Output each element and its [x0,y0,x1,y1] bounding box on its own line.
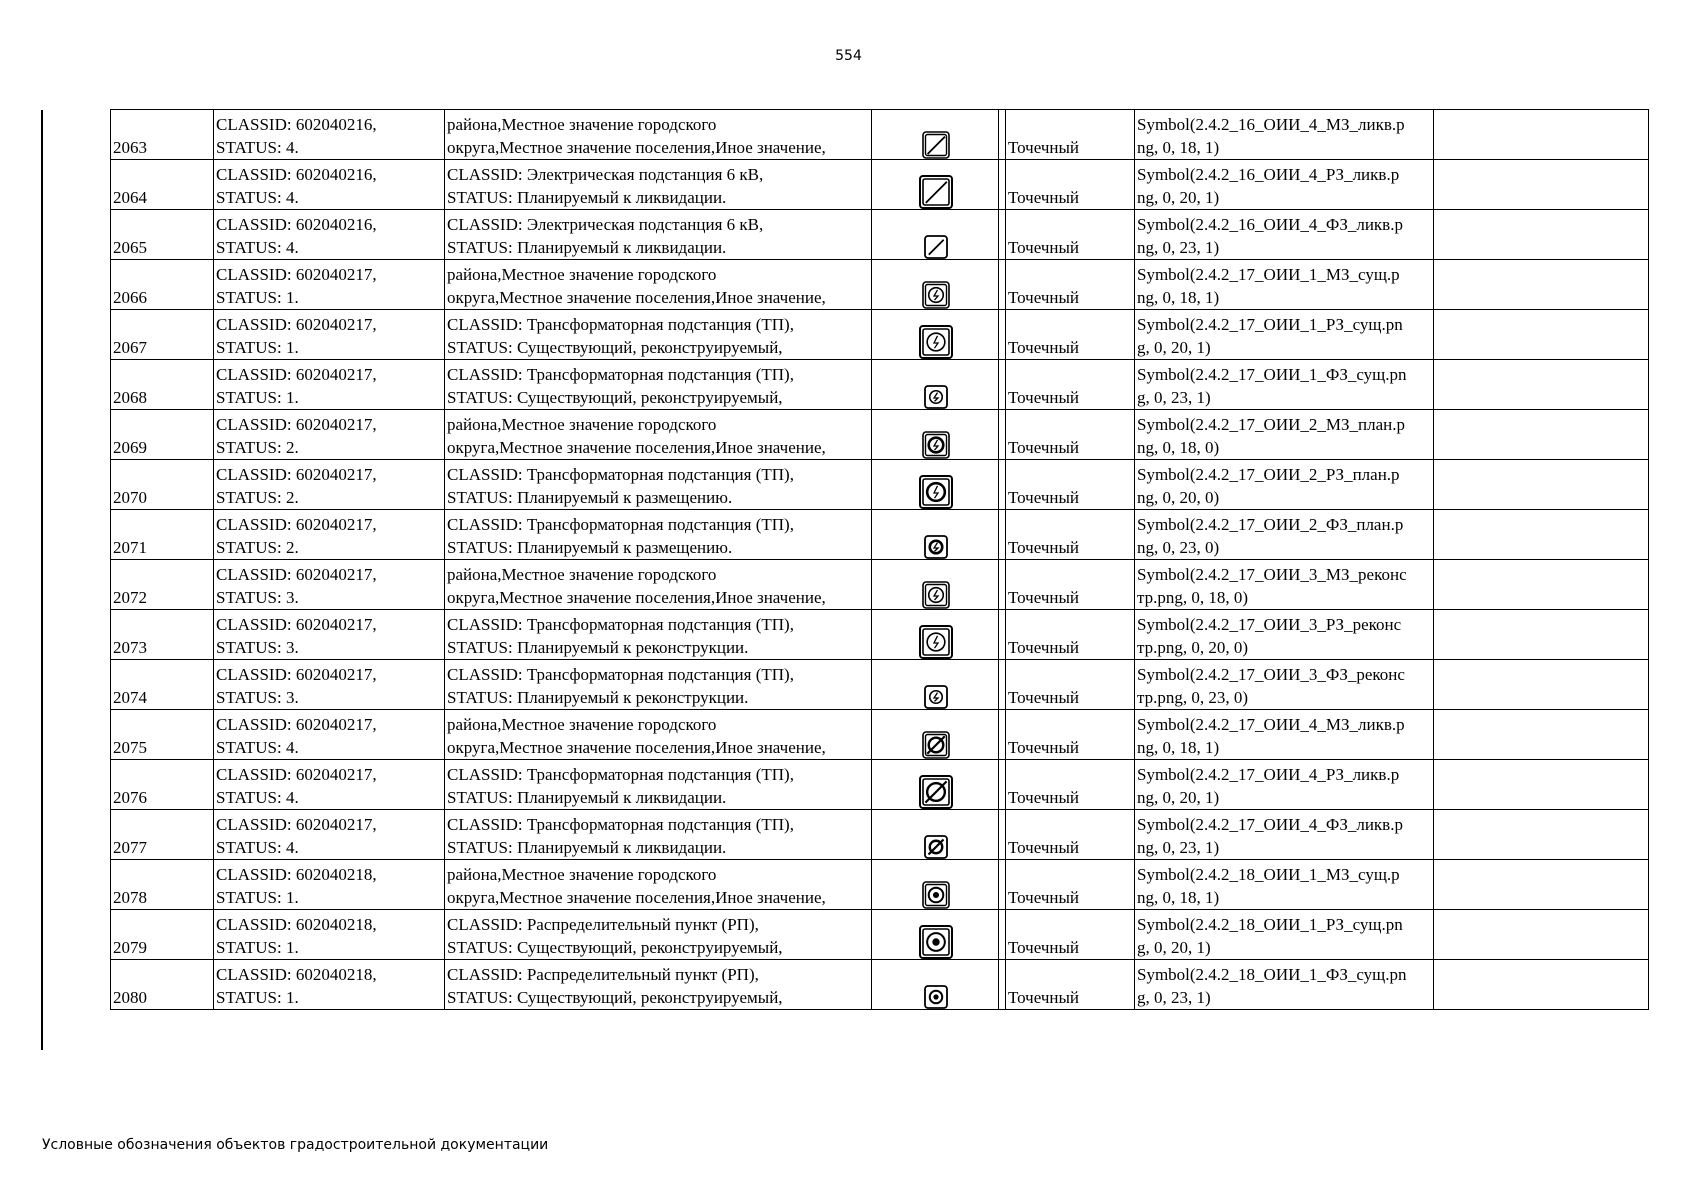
row-number: 2067 [111,310,214,360]
empty-cell [1434,510,1649,560]
table-row [111,510,1649,560]
column-gap [999,560,1006,610]
table-row [111,960,1649,1010]
classid-cell-line: CLASSID: 602040217, [216,315,377,334]
description-cell-line: округа,Местное значение поселения,Иное значение, [447,888,826,907]
description-cell-line: STATUS: Планируемый к ликвидации. [447,788,727,807]
description-cell [445,660,872,710]
substation-liquidation-icon [874,235,998,259]
symbol-image-cell [872,360,999,410]
symbol-file-cell-line: Symbol(2.4.2_16_ОИИ_4_ФЗ_ликв.p [1137,215,1403,234]
symbol-file-cell [1135,510,1434,560]
empty-cell [1434,760,1649,810]
symbol-file-cell-line: g, 0, 20, 1) [1137,938,1211,957]
description-cell-line: района,Местное значение городского [447,865,717,884]
column-gap [999,160,1006,210]
description-cell-line: округа,Местное значение поселения,Иное значение, [447,138,826,157]
empty-cell [1434,660,1649,710]
geometry-type-cell: Точечный [1006,610,1135,660]
table-row [111,410,1649,460]
symbol-file-cell [1135,560,1434,610]
row-number: 2079 [111,910,214,960]
symbol-file-cell-line: Symbol(2.4.2_17_ОИИ_4_РЗ_ликв.p [1137,765,1400,784]
empty-cell [1434,260,1649,310]
classid-cell-line: STATUS: 2. [216,438,299,457]
description-cell-line: CLASSID: Трансформаторная подстанция (ТП), [447,315,794,334]
row-number: 2071 [111,510,214,560]
description-cell-line: округа,Местное значение поселения,Иное значение, [447,738,826,757]
symbol-file-cell-line: ng, 0, 18, 1) [1137,738,1220,757]
symbol-file-cell-line: ng, 0, 23, 1) [1137,238,1220,257]
margin-line [41,110,43,1050]
empty-cell [1434,410,1649,460]
description-cell [445,560,872,610]
symbol-file-cell [1135,860,1434,910]
transformer-existing-icon [874,281,998,309]
symbol-file-cell-line: Symbol(2.4.2_16_ОИИ_4_РЗ_ликв.p [1137,165,1400,184]
column-gap [999,960,1006,1010]
row-number: 2066 [111,260,214,310]
empty-cell [1434,610,1649,660]
classid-cell-line: CLASSID: 602040217, [216,515,377,534]
symbol-file-cell-line: Symbol(2.4.2_18_ОИИ_1_МЗ_сущ.p [1137,865,1400,884]
geometry-type-cell: Точечный [1006,460,1135,510]
row-number: 2073 [111,610,214,660]
description-cell-line: CLASSID: Трансформаторная подстанция (ТП), [447,615,794,634]
empty-cell [1434,460,1649,510]
classid-cell [214,460,445,510]
column-gap [999,210,1006,260]
classid-cell-line: CLASSID: 602040216, [216,215,377,234]
page-number: 554 [835,48,862,64]
empty-cell [1434,210,1649,260]
classid-cell-line: CLASSID: 602040217, [216,465,377,484]
column-gap [999,310,1006,360]
description-cell-line: района,Местное значение городского [447,115,717,134]
description-cell [445,210,872,260]
empty-cell [1434,710,1649,760]
geometry-type-cell: Точечный [1006,910,1135,960]
symbol-image-cell [872,310,999,360]
symbol-file-cell-line: Symbol(2.4.2_17_ОИИ_1_МЗ_сущ.p [1137,265,1400,284]
symbol-file-cell [1135,210,1434,260]
description-cell [445,360,872,410]
description-cell [445,260,872,310]
row-number: 2063 [111,110,214,160]
substation-liquidation-icon [874,175,998,209]
row-number: 2069 [111,410,214,460]
distribution-point-existing-icon [874,925,998,959]
symbol-file-cell-line: ng, 0, 18, 0) [1137,438,1220,457]
classid-cell [214,760,445,810]
empty-cell [1434,310,1649,360]
classid-cell [214,710,445,760]
classid-cell [214,910,445,960]
symbol-file-cell-line: ng, 0, 20, 0) [1137,488,1220,507]
geometry-type-cell: Точечный [1006,510,1135,560]
description-cell-line: CLASSID: Трансформаторная подстанция (ТП), [447,765,794,784]
symbol-image-cell [872,860,999,910]
description-cell [445,110,872,160]
row-number: 2078 [111,860,214,910]
table-row [111,310,1649,360]
symbol-file-cell [1135,710,1434,760]
classid-cell-line: CLASSID: 602040217, [216,815,377,834]
row-number: 2064 [111,160,214,210]
transformer-planned-icon [874,431,998,459]
column-gap [999,110,1006,160]
description-cell-line: CLASSID: Трансформаторная подстанция (ТП), [447,515,794,534]
classid-cell-line: STATUS: 4. [216,788,299,807]
symbol-image-cell [872,660,999,710]
column-gap [999,710,1006,760]
column-gap [999,510,1006,560]
table-row [111,260,1649,310]
symbol-file-cell-line: тр.png, 0, 18, 0) [1137,588,1249,607]
classid-cell [214,160,445,210]
symbol-file-cell [1135,610,1434,660]
symbol-file-cell-line: Symbol(2.4.2_17_ОИИ_2_МЗ_план.p [1137,415,1405,434]
classid-cell-line: CLASSID: 602040217, [216,615,377,634]
classid-cell [214,960,445,1010]
description-cell-line: STATUS: Планируемый к реконструкции. [447,638,749,657]
symbol-file-cell [1135,910,1434,960]
table-row [111,360,1649,410]
row-number: 2080 [111,960,214,1010]
classid-cell-line: CLASSID: 602040217, [216,415,377,434]
symbol-file-cell [1135,460,1434,510]
description-cell-line: округа,Местное значение поселения,Иное значение, [447,288,826,307]
classid-cell-line: STATUS: 3. [216,588,299,607]
geometry-type-cell: Точечный [1006,560,1135,610]
column-gap [999,760,1006,810]
symbol-file-cell-line: ng, 0, 23, 1) [1137,838,1220,857]
column-gap [999,860,1006,910]
page-footer: Условные обозначения объектов градостроительной документации [42,1137,549,1153]
classid-cell-line: STATUS: 1. [216,938,299,957]
description-cell-line: CLASSID: Электрическая подстанция 6 кВ, [447,165,764,184]
transformer-planned-icon [874,535,998,559]
symbol-file-cell [1135,660,1434,710]
classid-cell [214,310,445,360]
classid-cell-line: CLASSID: 602040217, [216,765,377,784]
description-cell-line: CLASSID: Трансформаторная подстанция (ТП), [447,465,794,484]
substation-liquidation-icon [874,131,998,159]
classid-cell-line: STATUS: 1. [216,888,299,907]
description-cell [445,310,872,360]
empty-cell [1434,560,1649,610]
symbol-file-cell-line: Symbol(2.4.2_17_ОИИ_1_РЗ_сущ.pn [1137,315,1403,334]
description-cell [445,860,872,910]
symbol-image-cell [872,160,999,210]
classid-cell [214,810,445,860]
description-cell-line: района,Местное значение городского [447,715,717,734]
classid-cell [214,860,445,910]
table-row [111,660,1649,710]
symbol-image-cell [872,960,999,1010]
transformer-reconstruction-icon [874,625,998,659]
empty-cell [1434,960,1649,1010]
geometry-type-cell: Точечный [1006,860,1135,910]
description-cell-line: STATUS: Планируемый к размещению. [447,488,733,507]
column-gap [999,360,1006,410]
description-cell-line: STATUS: Планируемый к реконструкции. [447,688,749,707]
description-cell-line: CLASSID: Трансформаторная подстанция (ТП), [447,815,794,834]
symbol-file-cell-line: Symbol(2.4.2_18_ОИИ_1_РЗ_сущ.pn [1137,915,1403,934]
table-row [111,910,1649,960]
classid-cell [214,110,445,160]
classid-cell-line: STATUS: 3. [216,688,299,707]
distribution-point-existing-icon [874,881,998,909]
classid-cell-line: STATUS: 4. [216,238,299,257]
description-cell-line: округа,Местное значение поселения,Иное значение, [447,438,826,457]
row-number: 2070 [111,460,214,510]
classid-cell [214,510,445,560]
description-cell [445,410,872,460]
symbol-file-cell-line: Symbol(2.4.2_17_ОИИ_4_МЗ_ликв.p [1137,715,1405,734]
symbol-file-cell [1135,360,1434,410]
description-cell-line: округа,Местное значение поселения,Иное значение, [447,588,826,607]
description-cell-line: STATUS: Существующий, реконструируемый, [447,338,783,357]
transformer-existing-icon [874,385,998,409]
symbol-image-cell [872,710,999,760]
geometry-type-cell: Точечный [1006,410,1135,460]
column-gap [999,910,1006,960]
symbol-file-cell [1135,760,1434,810]
symbol-file-cell [1135,410,1434,460]
symbol-file-cell-line: Symbol(2.4.2_17_ОИИ_3_РЗ_реконс [1137,615,1402,634]
empty-cell [1434,110,1649,160]
symbol-file-cell [1135,310,1434,360]
geometry-type-cell: Точечный [1006,310,1135,360]
description-cell-line: STATUS: Планируемый к ликвидации. [447,838,727,857]
classid-cell-line: CLASSID: 602040216, [216,115,377,134]
symbol-file-cell-line: Symbol(2.4.2_17_ОИИ_1_ФЗ_сущ.pn [1137,365,1407,384]
classid-cell-line: STATUS: 1. [216,338,299,357]
classid-cell-line: STATUS: 4. [216,738,299,757]
description-cell-line: района,Местное значение городского [447,565,717,584]
classid-cell-line: STATUS: 3. [216,638,299,657]
classid-cell [214,260,445,310]
row-number: 2068 [111,360,214,410]
description-cell [445,460,872,510]
row-number: 2075 [111,710,214,760]
description-cell-line: STATUS: Планируемый к ликвидации. [447,238,727,257]
description-cell [445,760,872,810]
classid-cell-line: STATUS: 4. [216,138,299,157]
symbol-file-cell-line: ng, 0, 18, 1) [1137,288,1220,307]
table-row [111,110,1649,160]
geometry-type-cell: Точечный [1006,110,1135,160]
description-cell [445,160,872,210]
symbol-file-cell-line: ng, 0, 18, 1) [1137,888,1220,907]
classid-cell-line: STATUS: 1. [216,288,299,307]
empty-cell [1434,810,1649,860]
description-cell-line: CLASSID: Распределительный пункт (РП), [447,915,759,934]
transformer-liquidation-icon [874,775,998,809]
description-cell [445,710,872,760]
symbol-file-cell-line: Symbol(2.4.2_17_ОИИ_4_ФЗ_ликв.p [1137,815,1403,834]
classid-cell [214,210,445,260]
symbol-file-cell-line: ng, 0, 20, 1) [1137,188,1220,207]
symbol-file-cell-line: g, 0, 23, 1) [1137,388,1211,407]
transformer-liquidation-icon [874,835,998,859]
classid-cell-line: STATUS: 1. [216,388,299,407]
geometry-type-cell: Точечный [1006,760,1135,810]
empty-cell [1434,160,1649,210]
column-gap [999,810,1006,860]
description-cell [445,910,872,960]
description-cell-line: CLASSID: Электрическая подстанция 6 кВ, [447,215,764,234]
symbol-image-cell [872,810,999,860]
description-cell-line: района,Местное значение городского [447,265,717,284]
classid-cell-line: STATUS: 2. [216,488,299,507]
symbol-file-cell [1135,110,1434,160]
description-cell-line: STATUS: Существующий, реконструируемый, [447,938,783,957]
symbol-file-cell-line: g, 0, 20, 1) [1137,338,1211,357]
classid-cell-line: STATUS: 1. [216,988,299,1007]
classid-cell [214,660,445,710]
column-gap [999,660,1006,710]
symbol-image-cell [872,560,999,610]
classid-cell-line: STATUS: 4. [216,188,299,207]
classid-cell [214,560,445,610]
symbol-image-cell [872,910,999,960]
table-row [111,560,1649,610]
column-gap [999,410,1006,460]
symbols-table [110,109,1649,1010]
classid-cell-line: CLASSID: 602040217, [216,665,377,684]
description-cell-line: CLASSID: Трансформаторная подстанция (ТП), [447,365,794,384]
classid-cell-line: CLASSID: 602040217, [216,365,377,384]
symbol-file-cell-line: ng, 0, 23, 0) [1137,538,1220,557]
symbol-image-cell [872,460,999,510]
column-gap [999,610,1006,660]
classid-cell-line: STATUS: 4. [216,838,299,857]
symbol-image-cell [872,410,999,460]
symbol-file-cell-line: ng, 0, 20, 1) [1137,788,1220,807]
classid-cell-line: CLASSID: 602040216, [216,165,377,184]
transformer-planned-icon [874,475,998,509]
table-row [111,810,1649,860]
symbol-image-cell [872,760,999,810]
symbol-file-cell-line: тр.png, 0, 20, 0) [1137,638,1249,657]
empty-cell [1434,860,1649,910]
geometry-type-cell: Точечный [1006,710,1135,760]
transformer-reconstruction-icon [874,685,998,709]
symbol-file-cell [1135,960,1434,1010]
distribution-point-existing-icon [874,985,998,1009]
table-row [111,710,1649,760]
symbol-image-cell [872,610,999,660]
geometry-type-cell: Точечный [1006,960,1135,1010]
empty-cell [1434,910,1649,960]
symbol-image-cell [872,510,999,560]
geometry-type-cell: Точечный [1006,260,1135,310]
description-cell [445,610,872,660]
symbol-file-cell [1135,160,1434,210]
description-cell-line: CLASSID: Распределительный пункт (РП), [447,965,759,984]
geometry-type-cell: Точечный [1006,210,1135,260]
classid-cell-line: CLASSID: 602040217, [216,265,377,284]
symbol-file-cell-line: Symbol(2.4.2_17_ОИИ_3_ФЗ_реконс [1137,665,1405,684]
description-cell-line: STATUS: Существующий, реконструируемый, [447,988,783,1007]
table-row [111,610,1649,660]
column-gap [999,460,1006,510]
transformer-existing-icon [874,325,998,359]
symbol-image-cell [872,260,999,310]
symbol-image-cell [872,210,999,260]
geometry-type-cell: Точечный [1006,360,1135,410]
description-cell-line: STATUS: Существующий, реконструируемый, [447,388,783,407]
column-gap [999,260,1006,310]
row-number: 2072 [111,560,214,610]
geometry-type-cell: Точечный [1006,660,1135,710]
symbol-file-cell-line: g, 0, 23, 1) [1137,988,1211,1007]
description-cell [445,510,872,560]
row-number: 2074 [111,660,214,710]
symbol-file-cell [1135,260,1434,310]
classid-cell-line: CLASSID: 602040218, [216,965,377,984]
symbol-file-cell-line: Symbol(2.4.2_17_ОИИ_3_МЗ_реконс [1137,565,1407,584]
symbol-file-cell [1135,810,1434,860]
classid-cell [214,360,445,410]
row-number: 2076 [111,760,214,810]
classid-cell [214,410,445,460]
symbol-file-cell-line: Symbol(2.4.2_16_ОИИ_4_МЗ_ликв.p [1137,115,1405,134]
description-cell [445,810,872,860]
symbol-file-cell-line: Symbol(2.4.2_18_ОИИ_1_ФЗ_сущ.pn [1137,965,1407,984]
geometry-type-cell: Точечный [1006,810,1135,860]
description-cell-line: STATUS: Планируемый к размещению. [447,538,733,557]
symbol-file-cell-line: ng, 0, 18, 1) [1137,138,1220,157]
empty-cell [1434,360,1649,410]
row-number: 2077 [111,810,214,860]
symbol-file-cell-line: Symbol(2.4.2_17_ОИИ_2_РЗ_план.p [1137,465,1400,484]
classid-cell-line: CLASSID: 602040217, [216,715,377,734]
classid-cell-line: STATUS: 2. [216,538,299,557]
transformer-reconstruction-icon [874,581,998,609]
classid-cell-line: CLASSID: 602040217, [216,565,377,584]
description-cell-line: STATUS: Планируемый к ликвидации. [447,188,727,207]
classid-cell-line: CLASSID: 602040218, [216,915,377,934]
classid-cell [214,610,445,660]
classid-cell-line: CLASSID: 602040218, [216,865,377,884]
table-row [111,760,1649,810]
row-number: 2065 [111,210,214,260]
table-row [111,210,1649,260]
symbol-image-cell [872,110,999,160]
symbol-file-cell-line: тр.png, 0, 23, 0) [1137,688,1249,707]
symbol-file-cell-line: Symbol(2.4.2_17_ОИИ_2_ФЗ_план.p [1137,515,1404,534]
description-cell-line: CLASSID: Трансформаторная подстанция (ТП), [447,665,794,684]
transformer-liquidation-icon [874,731,998,759]
table-row [111,460,1649,510]
geometry-type-cell: Точечный [1006,160,1135,210]
table-row [111,860,1649,910]
description-cell-line: района,Местное значение городского [447,415,717,434]
description-cell [445,960,872,1010]
table-row [111,160,1649,210]
